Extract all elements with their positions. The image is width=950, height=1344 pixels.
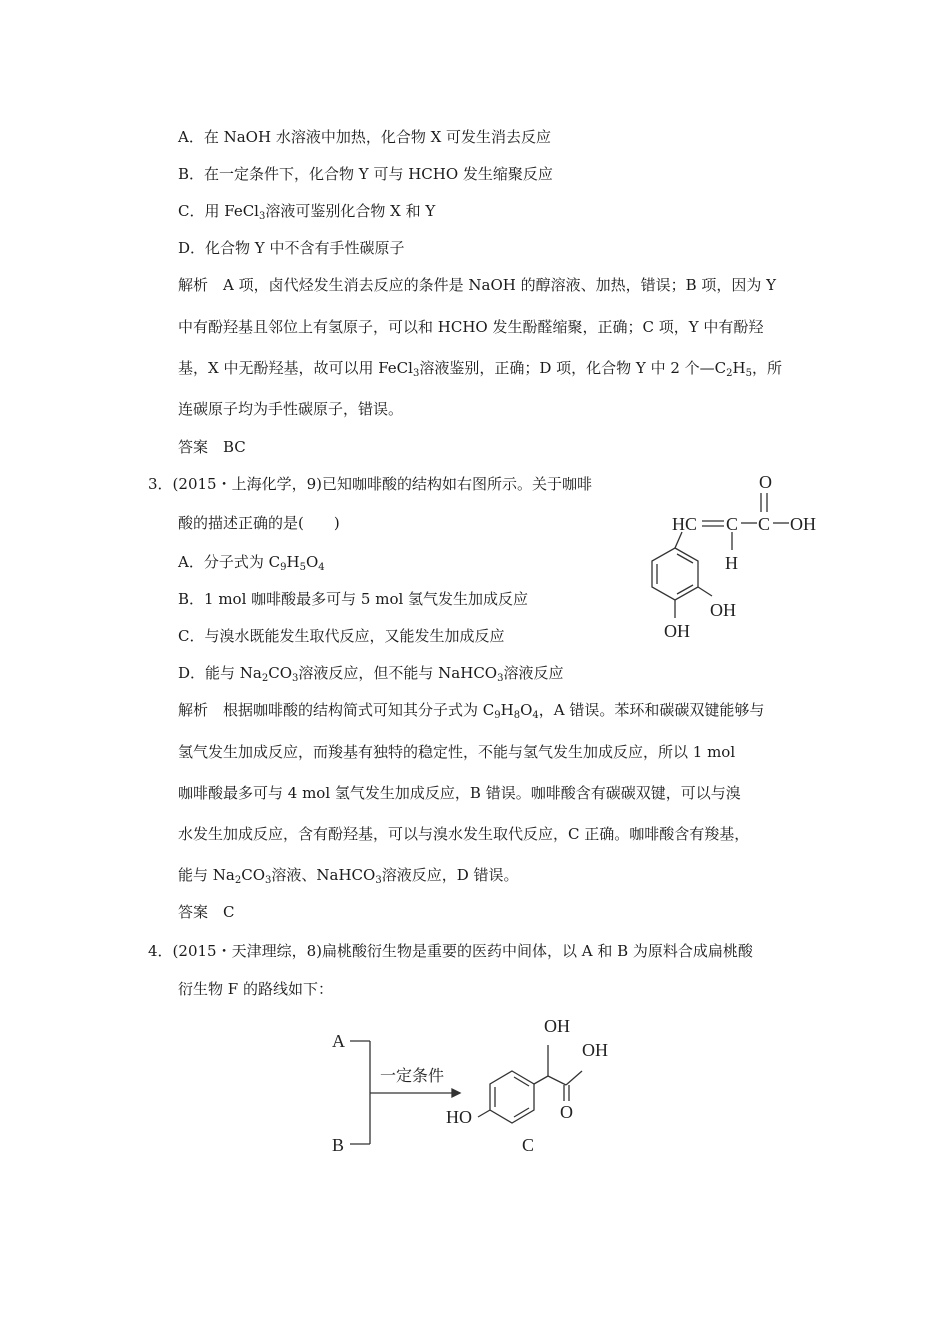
q3-option-c: C．与溴水既能发生取代反应，又能发生加成反应 [178,627,505,645]
alkene-h-label: H [725,553,738,573]
hydroxyl-label: OH [790,514,816,534]
q3-explanation-line-5: 能与 $Na_2CO_3$溶液、NaHCO$_3$溶液反应，D 错误。 [178,866,519,886]
q3-explanation-line-1: 解析 根据咖啡酸的结构简式可知其分子式为 $C_9H_8O_4$，A 错误。苯环和碳碳双键能够与 [178,701,765,721]
q3-explanation-line-2: 氢气发生加成反应，而羧基有独特的稳定性，不能与氢气发生加成反应，所以 1 mol [178,743,736,761]
q2-explanation-line-2: 中有酚羟基且邻位上有氢原子，可以和 HCHO 发生酚醛缩聚，正确；C 项，Y 中有酚羟 [178,318,764,336]
hc-label: HC [672,514,698,534]
q3-option-a: A．分子式为 $C_9H_5O_4$ [178,553,325,573]
q3-explanation-line-3: 咖啡酸最多可与 4 mol 氢气发生加成反应，B 错误。咖啡酸含有碳碳双键，可以与溴 [178,784,741,802]
q2-explanation-line-3: 基，X 中无酚羟基，故可以用 FeCl$_3$溶液鉴别，正确；D 项，化合物 Y 中 2 个$—C_2H_5$，所 [178,359,782,379]
q2-option-d: D．化合物 Y 中不含有手性碳原子 [178,239,405,257]
product-o-label: O [560,1102,573,1122]
ring-oh-para-label: OH [664,621,690,641]
carbonyl-o-label: O [759,472,772,492]
reactant-a-label: A [332,1031,345,1051]
product-oh-top-label: OH [544,1016,570,1036]
reaction-scheme [320,1005,650,1165]
q3-stem-line-1: 3．(2015・上海化学，9)已知咖啡酸的结构如右图所示。关于咖啡 [148,475,592,493]
q3-option-d: D．能与 $Na_2CO_3$溶液反应，但不能与 NaHCO$_3$溶液反应 [178,664,564,684]
q4-stem-line-2: 衍生物 F 的路线如下： [178,980,333,998]
q2-option-b: B．在一定条件下，化合物 Y 可与 HCHO 发生缩聚反应 [178,165,553,183]
product-ho-label: HO [446,1107,472,1127]
caffeic-acid-structure [640,468,840,658]
q3-answer: 答案 C [178,903,235,921]
q2-option-c: C．用 FeCl$_3$溶液可鉴别化合物 X 和 Y [178,202,436,222]
q3-option-b: B．1 mol 咖啡酸最多可与 5 mol 氢气发生加成反应 [178,590,529,608]
q2-option-a: A．在 NaOH 水溶液中加热，化合物 X 可发生消去反应 [178,128,552,146]
ring-oh-meta-label: OH [710,600,736,620]
q3-explanation-line-4: 水发生加成反应，含有酚羟基，可以与溴水发生取代反应，C 正确。咖啡酸含有羧基， [178,825,750,843]
product-oh-right-label: OH [582,1040,608,1060]
reactant-b-label: B [332,1135,345,1155]
q2-explanation-line-1: 解析 A 项，卤代烃发生消去反应的条件是 NaOH 的醇溶液、加热，错误；B 项，因为 Y [178,276,777,294]
carboxyl-c-label: C [758,514,771,534]
q2-explanation-line-4: 连碳原子均为手性碳原子，错误。 [178,400,404,418]
q4-stem-line-1: 4．(2015・天津理综，8)扁桃酸衍生物是重要的医药中间体，以 A 和 B 为原料合成扁桃酸 [148,942,753,960]
alkene-c-label: C [726,514,739,534]
q3-stem-line-2: 酸的描述正确的是( ) [178,514,340,532]
product-c-label: C [522,1135,535,1155]
q2-answer: 答案 BC [178,438,246,456]
condition-label: 一定条件 [380,1068,445,1085]
